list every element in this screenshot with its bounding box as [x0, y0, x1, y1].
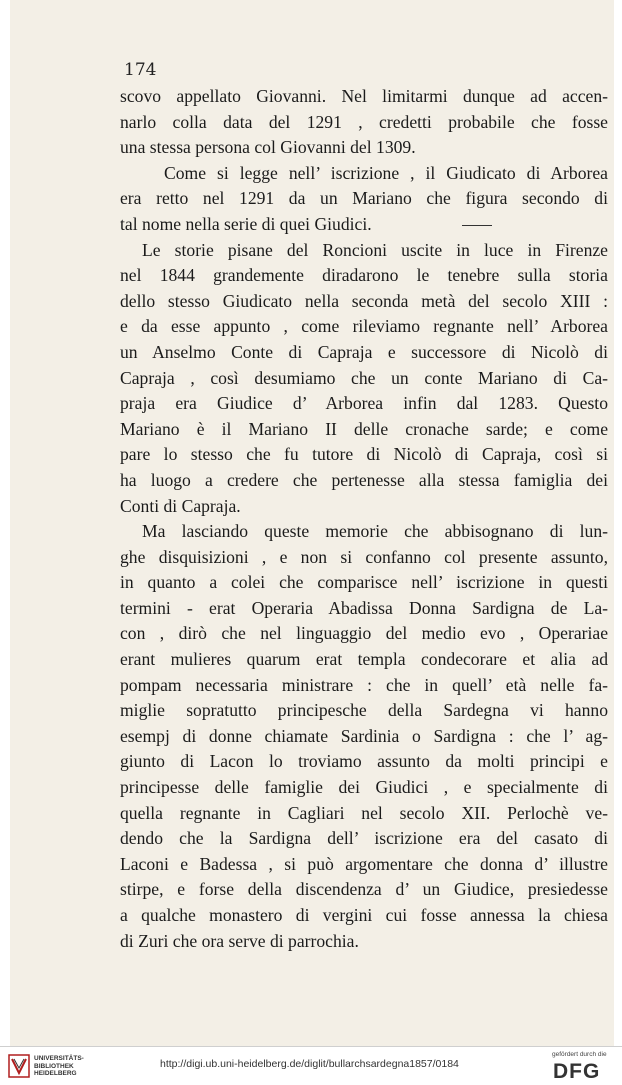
text-line: scovo appellato Giovanni. Nel limitarmi dunque ad accen- [120, 86, 608, 106]
text-line: narlo colla data del 1291 , credetti probabile che fosse [120, 111, 608, 132]
text-line: e da esse appunto , come rileviamo regnante nell’ Arborea [120, 316, 608, 337]
text-line: Capraja , così desumiamo che un conte Mariano di Ca- [120, 367, 608, 388]
text-line: quella regnante in Cagliari nel secolo XII. Perlochè ve- [120, 802, 608, 823]
text-line: praja era Giudice d’ Arborea infin dal 1283. Questo [120, 393, 608, 414]
text-line: a qualche monastero di vergini cui fosse annessa la chiesa [120, 905, 608, 925]
text-line: principesse delle famiglie dei Giudici , e specialmente di [120, 777, 608, 798]
text-line: miglie sopratutto principesche della Sardegna vi hanno [120, 700, 608, 721]
section-dash [462, 225, 492, 226]
text-line: stirpe, e forse della discendenza d’ un Giudice, presiedesse [120, 879, 608, 900]
text-line: Come si legge nell’ iscrizione , il Giudicato di Arborea [164, 162, 608, 183]
text-line: esempj di donne chiamate Sardinia o Sardigna : che l’ ag- [120, 725, 608, 746]
text-line: erant mulieres quarum erat templa condecorare et alia ad [120, 649, 608, 670]
text-line: di Zuri che ora serve di parrochia. [120, 930, 359, 951]
library-name: UNIVERSITÄTS- BIBLIOTHEK HEIDELBERG [34, 1055, 84, 1077]
text-line: giunto di Lacon lo troviamo assunto da molti principi e [120, 751, 608, 772]
viewer-footer [0, 1046, 622, 1085]
text-line: termini - erat Operaria Abadissa Donna Sardigna de La- [120, 597, 608, 618]
text-line: Laconi e Badessa , si può argomentare che donna d’ illustre [120, 853, 608, 874]
text-line: era retto nel 1291 da un Mariano che figura secondo di [120, 188, 608, 209]
text-line: dello stesso Giudicato nella seconda metà del secolo XIII : [120, 290, 608, 311]
university-library-logo-icon [8, 1053, 30, 1079]
text-line: nel 1844 grandemente diradarono le tenebre sulla storia [120, 265, 608, 286]
text-line: Le storie pisane del Roncioni uscite in luce in Firenze [142, 239, 608, 260]
text-line: Ma lasciando queste memorie che abbisognano di lun- [142, 521, 608, 542]
text-line: in quanto a colei che comparisce nell’ iscrizione in questi [120, 572, 608, 593]
text-line: un Anselmo Conte di Capraja e successore di Nicolò di [120, 341, 608, 362]
text-line: Mariano è il Mariano II delle cronache sarde; e come [120, 418, 608, 439]
text-line: tal nome nella serie di quei Giudici. [120, 212, 608, 238]
text-line: ghe disquisizioni , e non si confanno col presente assunto, [120, 546, 608, 567]
body-text [120, 84, 608, 954]
text-line: dendo che la Sardigna dell’ iscrizione era del casato di [120, 828, 608, 849]
funding-note: gefördert durch die [552, 1051, 607, 1058]
text-line: una stessa persona col Giovanni del 1309. [120, 137, 416, 158]
text-line: con , dirò che nel linguaggio del medio evo , Operariae [120, 623, 608, 644]
book-page [10, 0, 614, 1046]
page-number: 174 [124, 60, 157, 80]
text-line: pompam necessaria ministrare : che in quell’ età nelle fa- [120, 674, 608, 695]
permalink-url[interactable]: http://digi.ub.uni-heidelberg.de/diglit/bullarchsardegna1857/0184 [160, 1058, 459, 1070]
text-line: pare lo stesso che fu tutore di Nicolò di Capraja, così si [120, 444, 608, 465]
text-line: ha luogo a credere che pertenesse alla stessa famiglia dei [120, 469, 608, 490]
dfg-logo: DFG [553, 1060, 601, 1083]
text-line: Conti di Capraja. [120, 495, 241, 516]
